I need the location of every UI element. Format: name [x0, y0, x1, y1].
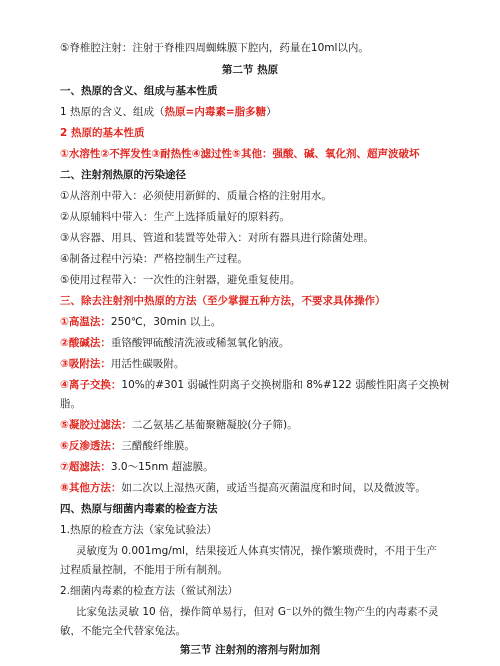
method-item	[60, 461, 480, 474]
text-line: ⑤脊椎腔注射：注射于脊椎四周蜘蛛膜下腔内，药量在10ml以内。	[60, 42, 369, 54]
method-item	[60, 440, 480, 453]
method-item	[60, 337, 480, 350]
method-continuation: 脂。	[60, 398, 81, 410]
properties-line: ①水溶性②不挥发性③耐热性④滤过性⑤其他：强酸、碱、氧化剂、超声波破坏	[60, 148, 420, 160]
definition-label: 1 热原的含义、组成（	[60, 106, 165, 118]
method-item	[60, 379, 480, 392]
text-line: 灵敏度为 0.001mg/ml，结果接近人体真实情况，操作繁琐费时，不用于生产	[76, 545, 437, 557]
method-item	[60, 316, 480, 329]
definition-highlight: 热原=内毒素=脂多糖	[164, 106, 267, 118]
method-item	[60, 419, 480, 432]
list-item: ⑤使用过程带入：一次性的注射器，避免重复使用。	[60, 274, 301, 286]
list-item: ④制备过程中污染：严格控制生产过程。	[60, 253, 248, 265]
red-heading: 2 热原的基本性质	[60, 127, 145, 139]
text-line: 1.热原的检查方法（家兔试验法）	[60, 524, 218, 536]
method-text: 二乙氨基乙基葡聚糖凝胶(分子筛)。	[131, 419, 298, 431]
text-line	[60, 106, 480, 119]
method-label: ⑥反渗透法：	[60, 440, 122, 452]
text-line: 2.细菌内毒素的检查方法（鲎试剂法）	[60, 585, 239, 597]
method-label: ⑦超滤法：	[60, 461, 111, 473]
method-label: ⑧其他方法：	[60, 482, 122, 494]
red-heading: 三、除去注射剂中热原的方法（至少掌握五种方法，不要求具体操作）	[60, 295, 386, 307]
method-label: ④离子交换：	[60, 379, 122, 391]
list-item: ②从原辅料中带入：生产上选择质量好的原料药。	[60, 211, 290, 223]
method-item	[60, 358, 480, 371]
section-title: 第二节 热原	[221, 64, 279, 76]
heading: 一、热原的含义、组成与基本性质	[60, 85, 218, 97]
method-text: 如二次以上湿热灭菌，或适当提高灭菌温度和时间，以及微波等。	[121, 482, 426, 494]
method-text: 10%的#301 弱碱性阴离子交换树脂和 8%#122 弱酸性阳离子交换树	[121, 379, 450, 391]
method-label: ⑤凝胶过滤法：	[60, 419, 132, 431]
text-line: 过程质量控制，不能用于所有制剂。	[60, 564, 228, 576]
heading: 四、热原与细菌内毒素的检查方法	[60, 503, 218, 515]
definition-end: ）	[266, 106, 277, 118]
heading: 二、注射剂热原的污染途径	[60, 169, 186, 181]
text-line: 比家兔法灵敏 10 倍，操作简单易行，但对 G⁻以外的微生物产生的内毒素不灵	[76, 606, 439, 618]
method-text: 3.0～15nm 超滤膜。	[110, 461, 214, 473]
method-label: ②酸碱法：	[60, 337, 111, 349]
method-label: ①高温法：	[60, 316, 111, 328]
text-line: 敏，不能完全代替家兔法。	[60, 625, 186, 637]
method-text: 250℃，30min 以上。	[110, 316, 222, 328]
method-text: 用活性碳吸附。	[110, 358, 185, 370]
method-item	[60, 482, 480, 495]
section-title: 第三节 注射剂的溶剂与附加剂	[179, 644, 321, 656]
method-label: ③吸附法：	[60, 358, 111, 370]
method-text: 三醋酸纤维膜。	[121, 440, 195, 452]
method-text: 重铬酸钾硫酸清洗液或稀氢氧化钠液。	[110, 337, 290, 349]
list-item: ③从容器、用具、管道和装置等处带入：对所有器具进行除菌处理。	[60, 232, 374, 244]
list-item: ①从溶剂中带入：必须使用新鲜的、质量合格的注射用水。	[60, 190, 332, 202]
